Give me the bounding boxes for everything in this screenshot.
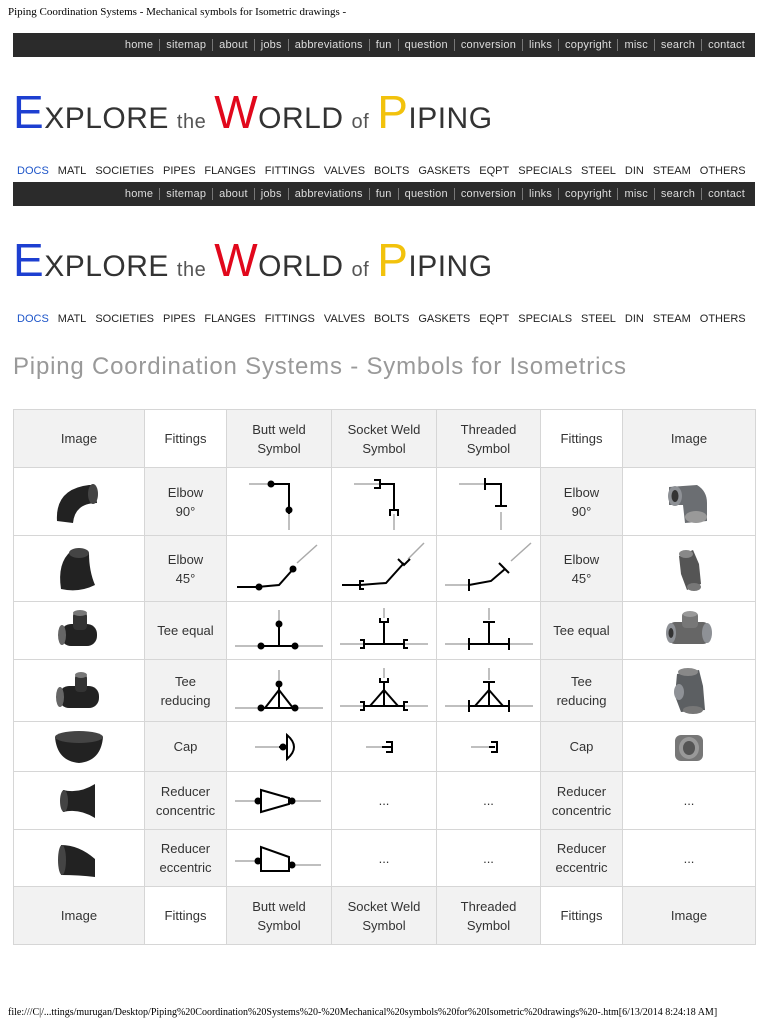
threaded-reducer-eccentric-na: ... xyxy=(437,830,541,887)
cat-matl[interactable]: MATL xyxy=(57,165,87,177)
nav-jobs[interactable]: jobs xyxy=(255,188,289,200)
fitting-label: Elbow 90° xyxy=(145,468,227,536)
table-row xyxy=(14,722,756,772)
nav-copyright[interactable]: copyright xyxy=(559,188,618,200)
header-fittings-right: Fittings xyxy=(541,410,623,468)
header-threaded: Threaded Symbol xyxy=(437,410,541,468)
nav-sitemap[interactable]: sitemap xyxy=(160,39,213,51)
top-nav xyxy=(13,33,755,57)
nav-sitemap[interactable]: sitemap xyxy=(160,188,213,200)
butt-weld-tee-equal-symbol xyxy=(227,602,332,660)
nav-abbreviations[interactable]: abbreviations xyxy=(289,188,370,200)
fitting-label: Cap xyxy=(145,722,227,772)
nav-contact[interactable]: contact xyxy=(708,39,745,51)
nav-question[interactable]: question xyxy=(399,188,455,200)
fitting-label: Elbow 45° xyxy=(145,536,227,602)
nav-fun[interactable]: fun xyxy=(370,188,399,200)
footer-image-right: Image xyxy=(623,887,756,945)
elbow-90-threaded-image xyxy=(623,468,756,536)
cat-steel[interactable]: STEEL xyxy=(581,165,616,177)
cat-steam[interactable]: STEAM xyxy=(652,165,691,177)
butt-weld-elbow-45-symbol xyxy=(227,536,332,602)
nav-home[interactable]: home xyxy=(119,39,160,51)
site-logo-2[interactable]: EXPLORE the WORLD of PIPING xyxy=(13,234,493,286)
cap-threaded-image xyxy=(623,722,756,772)
cat-matl[interactable]: MATL xyxy=(57,313,87,325)
cat-eqpt[interactable]: EQPT xyxy=(479,165,510,177)
footer-image: Image xyxy=(14,887,145,945)
nav-about[interactable]: about xyxy=(213,188,255,200)
butt-weld-elbow-90-symbol xyxy=(227,468,332,536)
cat-docs[interactable]: DOCS xyxy=(17,165,49,177)
table-row xyxy=(14,772,756,830)
cat-societies[interactable]: SOCIETIES xyxy=(95,313,154,325)
threaded-reducer-concentric-na: ... xyxy=(437,772,541,830)
cat-valves[interactable]: VALVES xyxy=(323,165,366,177)
cat-fittings[interactable]: FITTINGS xyxy=(264,313,315,325)
tee-reducing-bw-image xyxy=(14,660,145,722)
table-row xyxy=(14,602,756,660)
footer-butt-weld: Butt weld Symbol xyxy=(227,887,332,945)
cat-valves[interactable]: VALVES xyxy=(323,313,366,325)
nav-abbreviations[interactable]: abbreviations xyxy=(289,39,370,51)
table-footer-row xyxy=(14,887,756,945)
butt-weld-tee-reducing-symbol xyxy=(227,660,332,722)
elbow-45-bw-image xyxy=(14,536,145,602)
nav-conversion[interactable]: conversion xyxy=(455,39,523,51)
cat-pipes[interactable]: PIPES xyxy=(163,165,196,177)
socket-weld-reducer-concentric-na: ... xyxy=(332,772,437,830)
symbols-table xyxy=(13,409,756,945)
cat-din[interactable]: DIN xyxy=(624,165,644,177)
socket-weld-elbow-90-symbol xyxy=(332,468,437,536)
nav-misc[interactable]: misc xyxy=(618,188,654,200)
site-logo[interactable]: EXPLORE the WORLD of PIPING xyxy=(13,86,493,138)
cat-bolts[interactable]: BOLTS xyxy=(374,165,410,177)
top-nav-2 xyxy=(13,182,755,206)
reducer-eccentric-image xyxy=(14,830,145,887)
cat-din[interactable]: DIN xyxy=(624,313,644,325)
cat-others[interactable]: OTHERS xyxy=(699,313,746,325)
elbow-90-bw-image xyxy=(14,468,145,536)
header-fittings: Fittings xyxy=(145,410,227,468)
category-nav xyxy=(17,165,755,177)
socket-weld-tee-reducing-symbol xyxy=(332,660,437,722)
threaded-elbow-45-symbol xyxy=(437,536,541,602)
header-image: Image xyxy=(14,410,145,468)
fitting-label: Elbow 45° xyxy=(541,536,623,602)
image-na: ... xyxy=(623,830,756,887)
tee-equal-bw-image xyxy=(14,602,145,660)
socket-weld-cap-symbol xyxy=(332,722,437,772)
butt-weld-reducer-concentric-symbol xyxy=(227,772,332,830)
socket-weld-reducer-eccentric-na: ... xyxy=(332,830,437,887)
nav-home[interactable]: home xyxy=(119,188,160,200)
cat-fittings[interactable]: FITTINGS xyxy=(264,165,315,177)
footer-fittings-right: Fittings xyxy=(541,887,623,945)
cat-flanges[interactable]: FLANGES xyxy=(204,313,256,325)
cat-pipes[interactable]: PIPES xyxy=(163,313,196,325)
cat-steel[interactable]: STEEL xyxy=(581,313,616,325)
tee-equal-threaded-image xyxy=(623,602,756,660)
threaded-tee-equal-symbol xyxy=(437,602,541,660)
table-header-row xyxy=(14,410,756,468)
nav-search[interactable]: search xyxy=(655,39,702,51)
nav-misc[interactable]: misc xyxy=(618,39,654,51)
tee-reducing-threaded-image xyxy=(623,660,756,722)
nav-fun[interactable]: fun xyxy=(370,39,399,51)
table-row xyxy=(14,660,756,722)
threaded-cap-symbol xyxy=(437,722,541,772)
cat-eqpt[interactable]: EQPT xyxy=(479,313,510,325)
table-row xyxy=(14,830,756,887)
butt-weld-cap-symbol xyxy=(227,722,332,772)
fitting-label: Tee reducing xyxy=(145,660,227,722)
header-butt-weld: Butt weld Symbol xyxy=(227,410,332,468)
cat-specials[interactable]: SPECIALS xyxy=(518,165,573,177)
fitting-label: Cap xyxy=(541,722,623,772)
cat-bolts[interactable]: BOLTS xyxy=(374,313,410,325)
cat-flanges[interactable]: FLANGES xyxy=(204,165,256,177)
fitting-label: Elbow 90° xyxy=(541,468,623,536)
image-na: ... xyxy=(623,772,756,830)
elbow-45-threaded-image xyxy=(623,536,756,602)
category-nav-2 xyxy=(17,313,755,325)
nav-question[interactable]: question xyxy=(399,39,455,51)
header-socket-weld: Socket Weld Symbol xyxy=(332,410,437,468)
print-header: Piping Coordination Systems - Mechanical symbols for Isometric drawings - xyxy=(8,6,347,18)
cat-gaskets[interactable]: GASKETS xyxy=(418,165,471,177)
fitting-label: Reducer eccentric xyxy=(541,830,623,887)
cat-gaskets[interactable]: GASKETS xyxy=(418,313,471,325)
fitting-label: Tee equal xyxy=(541,602,623,660)
cat-steam[interactable]: STEAM xyxy=(652,313,691,325)
nav-copyright[interactable]: copyright xyxy=(559,39,618,51)
cat-docs[interactable]: DOCS xyxy=(17,313,49,325)
fitting-label: Tee reducing xyxy=(541,660,623,722)
footer-fittings: Fittings xyxy=(145,887,227,945)
fitting-label: Reducer concentric xyxy=(541,772,623,830)
nav-contact[interactable]: contact xyxy=(708,188,745,200)
nav-about[interactable]: about xyxy=(213,39,255,51)
socket-weld-tee-equal-symbol xyxy=(332,602,437,660)
fitting-label: Reducer concentric xyxy=(145,772,227,830)
cat-societies[interactable]: SOCIETIES xyxy=(95,165,154,177)
fitting-label: Tee equal xyxy=(145,602,227,660)
nav-search[interactable]: search xyxy=(655,188,702,200)
butt-weld-reducer-eccentric-symbol xyxy=(227,830,332,887)
threaded-tee-reducing-symbol xyxy=(437,660,541,722)
cap-bw-image xyxy=(14,722,145,772)
table-row xyxy=(14,468,756,536)
footer-threaded: Threaded Symbol xyxy=(437,887,541,945)
fitting-label: Reducer eccentric xyxy=(145,830,227,887)
threaded-elbow-90-symbol xyxy=(437,468,541,536)
print-footer: file:///C|/...ttings/murugan/Desktop/Piping%20Coordination%20Systems%20-%20Mechanical%20symbols%20for%20Isometric%20drawings%20-.htm[6/13/2014 8:24:18 AM] xyxy=(8,1007,718,1018)
nav-links[interactable]: links xyxy=(523,39,559,51)
table-row xyxy=(14,536,756,602)
cat-specials[interactable]: SPECIALS xyxy=(518,313,573,325)
page-title: Piping Coordination Systems - Symbols for Isometrics xyxy=(13,353,627,380)
socket-weld-elbow-45-symbol xyxy=(332,536,437,602)
reducer-concentric-image xyxy=(14,772,145,830)
footer-socket-weld: Socket Weld Symbol xyxy=(332,887,437,945)
nav-links[interactable]: links xyxy=(523,188,559,200)
cat-others[interactable]: OTHERS xyxy=(699,165,746,177)
nav-jobs[interactable]: jobs xyxy=(255,39,289,51)
nav-conversion[interactable]: conversion xyxy=(455,188,523,200)
header-image-right: Image xyxy=(623,410,756,468)
